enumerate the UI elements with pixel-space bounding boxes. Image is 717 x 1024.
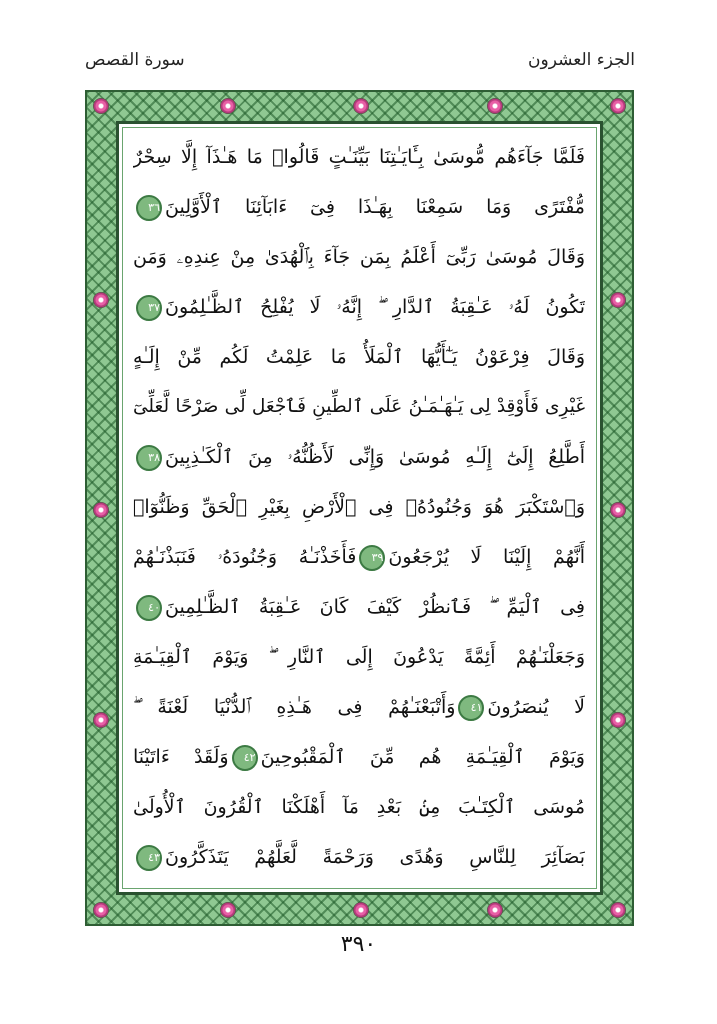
rosette-icon bbox=[610, 502, 626, 518]
ayah-number-marker: ٤٣ bbox=[136, 845, 162, 871]
rosette-icon bbox=[93, 712, 109, 728]
rosette-icon bbox=[610, 292, 626, 308]
text-line: فِى ٱلْيَمِّ ۖ فَٱنظُرْ كَيْفَ كَانَ عَـٰقِبَةُ ٱلظَّـٰلِمِينَ٤٠ bbox=[133, 583, 585, 631]
quran-text bbox=[133, 133, 585, 883]
rosette-icon bbox=[610, 98, 626, 114]
text-line: وَقَالَ مُوسَىٰ رَبِّىٓ أَعْلَمُ بِمَن جَآءَ بِٱلْهُدَىٰ مِنْ عِندِهِۦ وَمَن bbox=[133, 246, 585, 268]
ayah-number-marker: ٣٧ bbox=[136, 295, 162, 321]
ayah-number-marker: ٤١ bbox=[458, 695, 484, 721]
rosette-icon bbox=[93, 502, 109, 518]
rosette-icon bbox=[93, 292, 109, 308]
rosette-icon bbox=[220, 98, 236, 114]
surah-title: سورة القصص bbox=[85, 50, 185, 70]
ayah-number-marker: ٣٦ bbox=[136, 195, 162, 221]
ayah-number-marker: ٤٠ bbox=[136, 595, 162, 621]
rosette-icon bbox=[93, 902, 109, 918]
text-line: مُوسَى ٱلْكِتَـٰبَ مِنۢ بَعْدِ مَآ أَهْلَكْنَا ٱلْقُرُونَ ٱلْأُولَىٰ bbox=[133, 796, 585, 818]
text-line: أَنَّهُمْ إِلَيْنَا لَا يُرْجَعُونَ٣٩فَأَخَذْنَـٰهُ وَجُنُودَهُۥ فَنَبَذْنَـٰهُمْ bbox=[133, 533, 585, 581]
rosette-icon bbox=[353, 98, 369, 114]
page-number: ٣٩٠ bbox=[340, 932, 377, 957]
text-line: مُّفْتَرًى وَمَا سَمِعْنَا بِهَـٰذَا فِىٓ ءَابَآئِنَا ٱلْأَوَّلِينَ٣٦ bbox=[133, 183, 585, 231]
juz-title: الجزء العشرون bbox=[528, 50, 635, 70]
rosette-icon bbox=[93, 98, 109, 114]
text-line: فَلَمَّا جَآءَهُم مُّوسَىٰ بِـَٔايَـٰتِنَا بَيِّنَـٰتٍ قَالُوا۟ مَا هَـٰذَآ إِلَّا سِحْرٌ bbox=[133, 146, 585, 168]
text-line: أَطَّلِعُ إِلَىٰٓ إِلَـٰهِ مُوسَىٰ وَإِنِّى لَأَظُنُّهُۥ مِنَ ٱلْكَـٰذِبِينَ٣٨ bbox=[133, 433, 585, 481]
rosette-icon bbox=[220, 902, 236, 918]
text-line: وَيَوْمَ ٱلْقِيَـٰمَةِ هُم مِّنَ ٱلْمَقْبُوحِينَ٤٢وَلَقَدْ ءَاتَيْنَا bbox=[133, 733, 585, 781]
text-line: وَٱسْتَكْبَرَ هُوَ وَجُنُودُهُۥ فِى ٱلْأَرْضِ بِغَيْرِ ٱلْحَقِّ وَظَنُّوٓا۟ bbox=[133, 496, 585, 518]
text-line: بَصَآئِرَ لِلنَّاسِ وَهُدًى وَرَحْمَةً لَّعَلَّهُمْ يَتَذَكَّرُونَ٤٣ bbox=[133, 833, 585, 881]
text-line: وَقَالَ فِرْعَوْنُ يَـٰٓأَيُّهَا ٱلْمَلَأُ مَا عَلِمْتُ لَكُم مِّنْ إِلَـٰهٍ bbox=[133, 346, 585, 368]
page-header bbox=[85, 50, 635, 82]
rosette-icon bbox=[610, 902, 626, 918]
rosette-icon bbox=[487, 98, 503, 114]
text-line: وَجَعَلْنَـٰهُمْ أَئِمَّةً يَدْعُونَ إِلَى ٱلنَّارِ ۖ وَيَوْمَ ٱلْقِيَـٰمَةِ bbox=[133, 646, 585, 668]
rosette-icon bbox=[610, 712, 626, 728]
ayah-number-marker: ٣٩ bbox=[359, 545, 385, 571]
rosette-icon bbox=[353, 902, 369, 918]
ayah-number-marker: ٣٨ bbox=[136, 445, 162, 471]
rosette-icon bbox=[487, 902, 503, 918]
text-line: تَكُونُ لَهُۥ عَـٰقِبَةُ ٱلدَّارِ ۖ إِنَّهُۥ لَا يُفْلِحُ ٱلظَّـٰلِمُونَ٣٧ bbox=[133, 283, 585, 331]
text-line: غَيْرِى فَأَوْقِدْ لِى يَـٰهَـٰمَـٰنُ عَلَى ٱلطِّينِ فَٱجْعَل لِّى صَرْحًا لَّعَلِّىٓ bbox=[133, 396, 585, 417]
ayah-number-marker: ٤٢ bbox=[232, 745, 258, 771]
text-line: لَا يُنصَرُونَ٤١وَأَتْبَعْنَـٰهُمْ فِى هَـٰذِهِ ٱلدُّنْيَا لَعْنَةً ۖ bbox=[133, 683, 585, 731]
